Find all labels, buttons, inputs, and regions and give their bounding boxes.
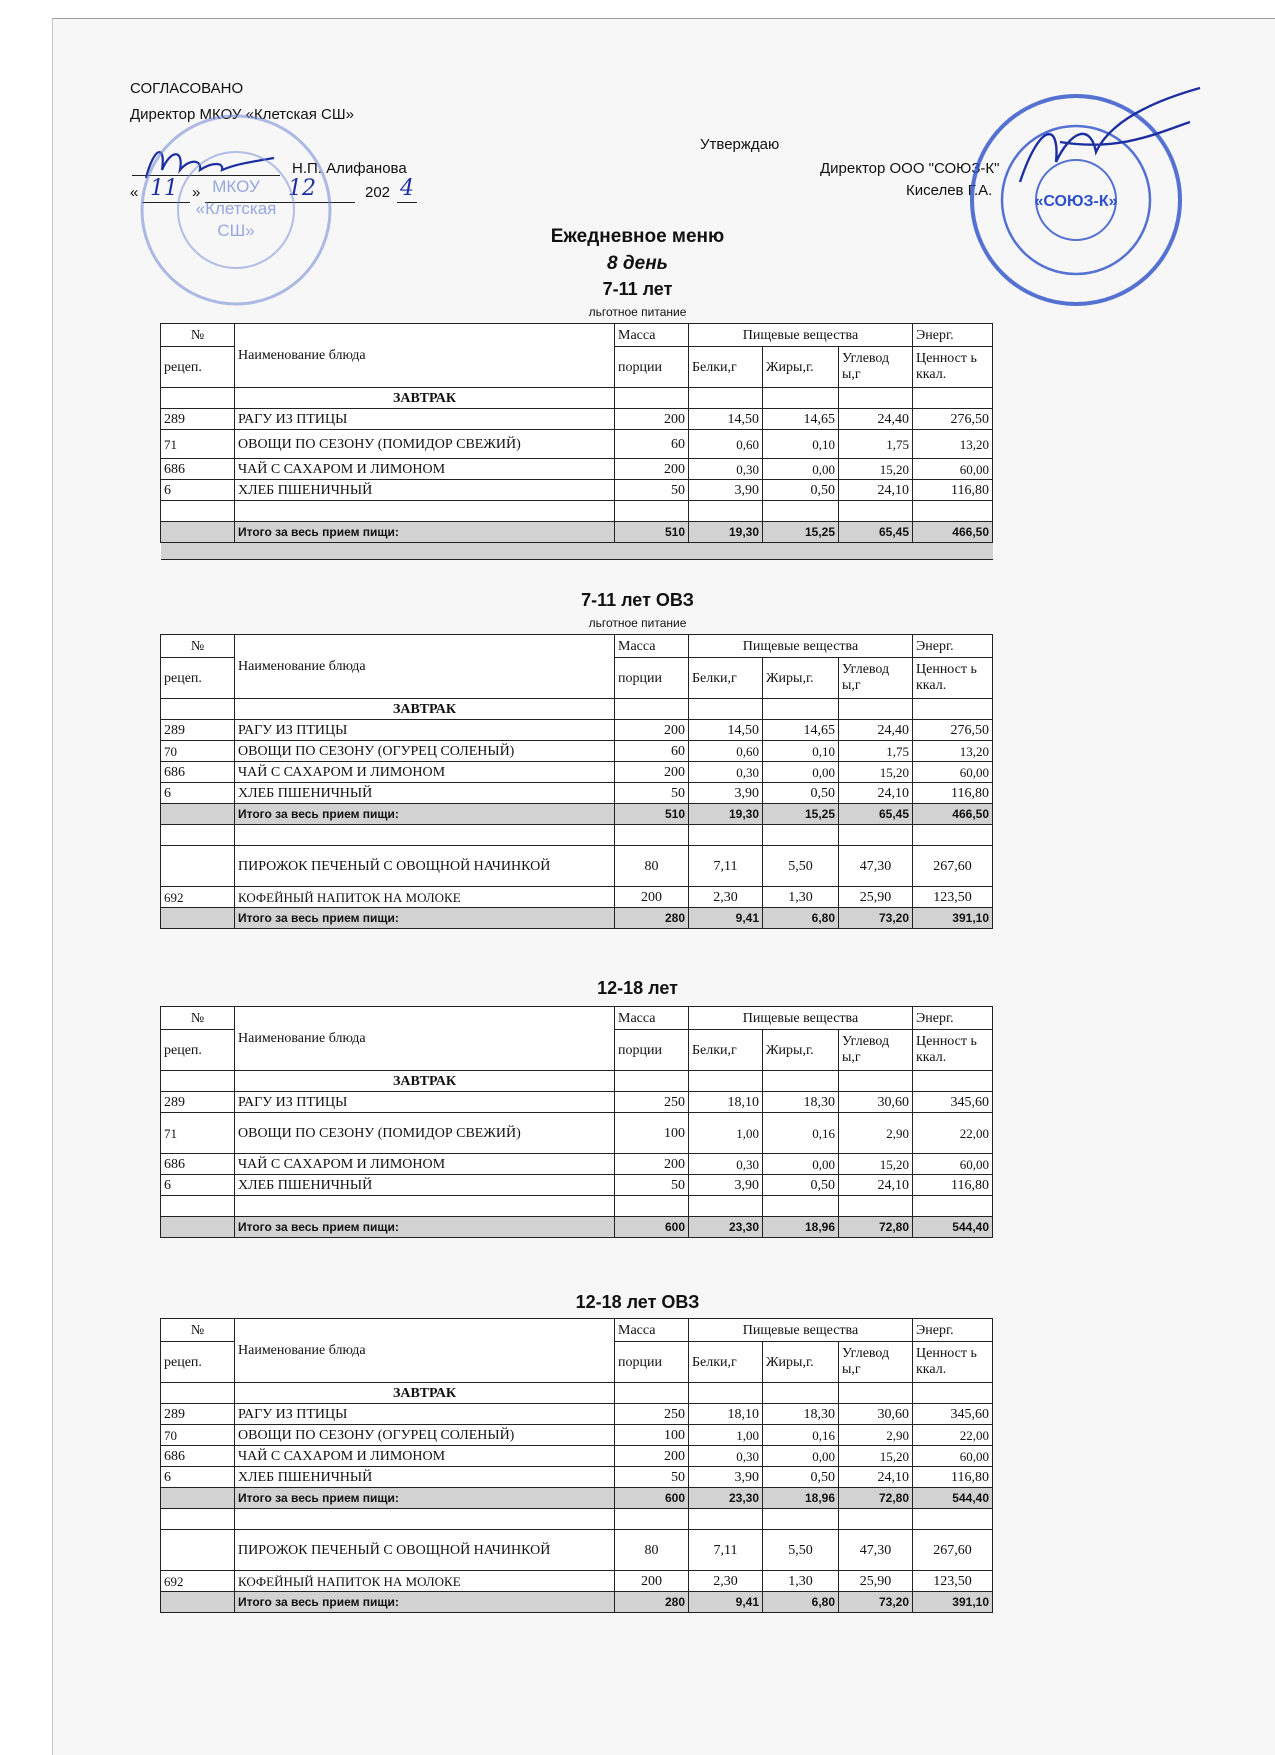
col-energy-top: Энерг. bbox=[913, 1319, 993, 1342]
energy: 60,00 bbox=[913, 762, 993, 783]
recipe-no: 6 bbox=[161, 1467, 235, 1488]
date-year-line bbox=[397, 202, 417, 203]
meal-row bbox=[161, 1071, 993, 1092]
col-no-top: № bbox=[161, 324, 235, 347]
table-row bbox=[161, 1467, 993, 1488]
dish-name: ОВОЩИ ПО СЕЗОНУ (ОГУРЕЦ СОЛЕНЫЙ) bbox=[235, 741, 615, 762]
fat: 0,50 bbox=[763, 480, 839, 501]
col-energy-bottom: Ценност ь ккал. bbox=[913, 658, 993, 699]
energy: 13,20 bbox=[913, 430, 993, 459]
company-stamp-center: «СОЮЗ-К» bbox=[1034, 193, 1118, 210]
col-protein: Белки,г bbox=[689, 1342, 763, 1383]
fat: 0,50 bbox=[763, 1467, 839, 1488]
fat: 0,10 bbox=[763, 741, 839, 762]
carbs: 15,20 bbox=[839, 1446, 913, 1467]
col-nutrients: Пищевые вещества bbox=[689, 635, 913, 658]
mass: 200 bbox=[615, 409, 689, 430]
mass: 80 bbox=[615, 1530, 689, 1571]
dish-name: РАГУ ИЗ ПТИЦЫ bbox=[235, 409, 615, 430]
mass: 50 bbox=[615, 480, 689, 501]
protein: 3,90 bbox=[689, 1467, 763, 1488]
right-director-title: Директор ООО "СОЮЗ-К" bbox=[820, 160, 1000, 177]
mass: 80 bbox=[615, 846, 689, 887]
recipe-no: 70 bbox=[161, 1425, 235, 1446]
protein: 2,30 bbox=[689, 1571, 763, 1592]
mass: 200 bbox=[615, 720, 689, 741]
total-carbs: 73,20 bbox=[839, 908, 913, 929]
energy: 13,20 bbox=[913, 741, 993, 762]
total-row bbox=[161, 908, 993, 929]
total-protein: 23,30 bbox=[689, 1217, 763, 1238]
total-mass: 600 bbox=[615, 1217, 689, 1238]
mass: 100 bbox=[615, 1113, 689, 1154]
total-label: Итого за весь прием пищи: bbox=[235, 1592, 615, 1613]
approve-label: Утверждаю bbox=[700, 136, 780, 153]
section-heading: 12-18 лет ОВЗ bbox=[575, 1292, 700, 1312]
mass: 60 bbox=[615, 430, 689, 459]
total-mass: 510 bbox=[615, 522, 689, 543]
fat: 18,30 bbox=[763, 1404, 839, 1425]
fat: 18,30 bbox=[763, 1092, 839, 1113]
col-nutrients: Пищевые вещества bbox=[689, 324, 913, 347]
total-carbs: 73,20 bbox=[839, 1592, 913, 1613]
carbs: 15,20 bbox=[839, 1154, 913, 1175]
energy: 116,80 bbox=[913, 783, 993, 804]
dish-name: ЧАЙ С САХАРОМ И ЛИМОНОМ bbox=[235, 459, 615, 480]
mass: 50 bbox=[615, 1175, 689, 1196]
energy: 276,50 bbox=[913, 409, 993, 430]
carbs: 15,20 bbox=[839, 762, 913, 783]
mass: 250 bbox=[615, 1092, 689, 1113]
dish-name: РАГУ ИЗ ПТИЦЫ bbox=[235, 1092, 615, 1113]
recipe-no: 289 bbox=[161, 1092, 235, 1113]
mass: 200 bbox=[615, 1571, 689, 1592]
table-row bbox=[161, 409, 993, 430]
meal-name: ЗАВТРАК bbox=[235, 388, 615, 409]
total-energy: 391,10 bbox=[913, 908, 993, 929]
col-mass-bottom: порции bbox=[615, 347, 689, 388]
table-row bbox=[161, 459, 993, 480]
page-title: Ежедневное меню bbox=[550, 226, 725, 247]
empty-row bbox=[161, 825, 993, 846]
total-mass: 280 bbox=[615, 1592, 689, 1613]
mass: 50 bbox=[615, 783, 689, 804]
energy: 345,60 bbox=[913, 1092, 993, 1113]
col-energy-bottom: Ценност ь ккал. bbox=[913, 347, 993, 388]
col-energy-bottom: Ценност ь ккал. bbox=[913, 1030, 993, 1071]
protein: 0,30 bbox=[689, 1154, 763, 1175]
col-no-top: № bbox=[161, 635, 235, 658]
total-mass: 600 bbox=[615, 1488, 689, 1509]
total-row bbox=[161, 804, 993, 825]
meal-name: ЗАВТРАК bbox=[235, 1383, 615, 1404]
table-row bbox=[161, 480, 993, 501]
dish-name: ХЛЕБ ПШЕНИЧНЫЙ bbox=[235, 783, 615, 804]
school-stamp-line-3: СШ» bbox=[217, 221, 255, 240]
table-row bbox=[161, 1425, 993, 1446]
carbs: 2,90 bbox=[839, 1113, 913, 1154]
energy: 60,00 bbox=[913, 459, 993, 480]
empty-row bbox=[161, 1509, 993, 1530]
col-energy-top: Энерг. bbox=[913, 635, 993, 658]
energy: 22,00 bbox=[913, 1113, 993, 1154]
section-note: льготное питание bbox=[588, 305, 687, 319]
col-energy-top: Энерг. bbox=[913, 1007, 993, 1030]
dish-name: ЧАЙ С САХАРОМ И ЛИМОНОМ bbox=[235, 1154, 615, 1175]
table-row bbox=[161, 720, 993, 741]
protein: 3,90 bbox=[689, 1175, 763, 1196]
total-fat: 6,80 bbox=[763, 1592, 839, 1613]
empty-row bbox=[161, 1196, 993, 1217]
mass: 50 bbox=[615, 1467, 689, 1488]
carbs: 15,20 bbox=[839, 459, 913, 480]
col-no-bottom: рецеп. bbox=[161, 1030, 235, 1071]
total-fat: 18,96 bbox=[763, 1217, 839, 1238]
dish-name: ОВОЩИ ПО СЕЗОНУ (ОГУРЕЦ СОЛЕНЫЙ) bbox=[235, 1425, 615, 1446]
fat: 0,50 bbox=[763, 1175, 839, 1196]
carbs: 1,75 bbox=[839, 741, 913, 762]
table-row bbox=[161, 741, 993, 762]
fat: 5,50 bbox=[763, 846, 839, 887]
col-mass-top: Масса bbox=[615, 1007, 689, 1030]
fat: 0,00 bbox=[763, 762, 839, 783]
col-fat: Жиры,г. bbox=[763, 347, 839, 388]
date-year: 202 bbox=[365, 184, 391, 201]
col-mass-bottom: порции bbox=[615, 1342, 689, 1383]
carbs: 24,10 bbox=[839, 480, 913, 501]
total-protein: 19,30 bbox=[689, 804, 763, 825]
recipe-no: 686 bbox=[161, 459, 235, 480]
total-energy: 544,40 bbox=[913, 1217, 993, 1238]
col-protein: Белки,г bbox=[689, 658, 763, 699]
mass: 100 bbox=[615, 1425, 689, 1446]
dish-name: КОФЕЙНЫЙ НАПИТОК НА МОЛОКЕ bbox=[235, 887, 615, 908]
meal-row bbox=[161, 388, 993, 409]
dish-name: ПИРОЖОК ПЕЧЕНЫЙ С ОВОЩНОЙ НАЧИНКОЙ bbox=[235, 1530, 615, 1571]
carbs: 25,90 bbox=[839, 1571, 913, 1592]
energy: 267,60 bbox=[913, 846, 993, 887]
protein: 14,50 bbox=[689, 409, 763, 430]
left-director-title: Директор МКОУ «Клетская СШ» bbox=[130, 106, 354, 123]
total-label: Итого за весь прием пищи: bbox=[235, 908, 615, 929]
meal-name: ЗАВТРАК bbox=[235, 699, 615, 720]
total-carbs: 72,80 bbox=[839, 1217, 913, 1238]
table-row bbox=[161, 1446, 993, 1467]
protein: 7,11 bbox=[689, 846, 763, 887]
recipe-no: 71 bbox=[161, 1113, 235, 1154]
carbs: 24,10 bbox=[839, 783, 913, 804]
total-row bbox=[161, 1592, 993, 1613]
total-row bbox=[161, 1488, 993, 1509]
protein: 0,30 bbox=[689, 459, 763, 480]
col-protein: Белки,г bbox=[689, 1030, 763, 1071]
section-heading: 12-18 лет bbox=[597, 978, 678, 998]
fat: 5,50 bbox=[763, 1530, 839, 1571]
total-energy: 466,50 bbox=[913, 522, 993, 543]
energy: 123,50 bbox=[913, 1571, 993, 1592]
fat: 0,50 bbox=[763, 783, 839, 804]
dish-name: ЧАЙ С САХАРОМ И ЛИМОНОМ bbox=[235, 762, 615, 783]
energy: 22,00 bbox=[913, 1425, 993, 1446]
dish-name: ОВОЩИ ПО СЕЗОНУ (ПОМИДОР СВЕЖИЙ) bbox=[235, 1113, 615, 1154]
col-dish: Наименование блюда bbox=[235, 1319, 615, 1383]
energy: 123,50 bbox=[913, 887, 993, 908]
total-mass: 280 bbox=[615, 908, 689, 929]
total-fat: 15,25 bbox=[763, 522, 839, 543]
date-open-quote: « bbox=[130, 184, 139, 201]
carbs: 30,60 bbox=[839, 1404, 913, 1425]
protein: 14,50 bbox=[689, 720, 763, 741]
fat: 0,00 bbox=[763, 1446, 839, 1467]
recipe-no: 70 bbox=[161, 741, 235, 762]
col-carbs: Углевод ы,г bbox=[839, 658, 913, 699]
school-stamp-line-2: «Клетская bbox=[195, 199, 277, 218]
energy: 116,80 bbox=[913, 1467, 993, 1488]
col-fat: Жиры,г. bbox=[763, 658, 839, 699]
meal-row bbox=[161, 699, 993, 720]
col-no-top: № bbox=[161, 1319, 235, 1342]
dish-name: ОВОЩИ ПО СЕЗОНУ (ПОМИДОР СВЕЖИЙ) bbox=[235, 430, 615, 459]
total-fat: 18,96 bbox=[763, 1488, 839, 1509]
energy: 60,00 bbox=[913, 1154, 993, 1175]
fat: 0,16 bbox=[763, 1113, 839, 1154]
carbs: 24,40 bbox=[839, 409, 913, 430]
section-heading: 7-11 лет bbox=[602, 279, 673, 299]
menu-table bbox=[160, 1006, 993, 1238]
dish-name: ЧАЙ С САХАРОМ И ЛИМОНОМ bbox=[235, 1446, 615, 1467]
col-mass-bottom: порции bbox=[615, 658, 689, 699]
carbs: 1,75 bbox=[839, 430, 913, 459]
table-row bbox=[161, 783, 993, 804]
carbs: 47,30 bbox=[839, 1530, 913, 1571]
date-month: 12 bbox=[288, 176, 316, 201]
table-row bbox=[161, 887, 993, 908]
dish-name: ХЛЕБ ПШЕНИЧНЫЙ bbox=[235, 480, 615, 501]
protein: 0,30 bbox=[689, 1446, 763, 1467]
day-title: 8 день bbox=[607, 253, 668, 274]
protein: 3,90 bbox=[689, 783, 763, 804]
recipe-no: 289 bbox=[161, 720, 235, 741]
energy: 60,00 bbox=[913, 1446, 993, 1467]
fat: 0,10 bbox=[763, 430, 839, 459]
total-energy: 544,40 bbox=[913, 1488, 993, 1509]
carbs: 47,30 bbox=[839, 846, 913, 887]
col-no-bottom: рецеп. bbox=[161, 347, 235, 388]
mass: 250 bbox=[615, 1404, 689, 1425]
energy: 345,60 bbox=[913, 1404, 993, 1425]
protein: 3,90 bbox=[689, 480, 763, 501]
energy: 116,80 bbox=[913, 1175, 993, 1196]
fat: 1,30 bbox=[763, 1571, 839, 1592]
total-carbs: 65,45 bbox=[839, 522, 913, 543]
col-fat: Жиры,г. bbox=[763, 1342, 839, 1383]
agreed-label: СОГЛАСОВАНО bbox=[130, 80, 244, 97]
carbs: 30,60 bbox=[839, 1092, 913, 1113]
table-row bbox=[161, 1530, 993, 1571]
recipe-no: 692 bbox=[161, 1571, 235, 1592]
energy: 267,60 bbox=[913, 1530, 993, 1571]
col-mass-top: Масса bbox=[615, 324, 689, 347]
recipe-no bbox=[161, 1530, 235, 1571]
protein: 18,10 bbox=[689, 1092, 763, 1113]
dish-name: ХЛЕБ ПШЕНИЧНЫЙ bbox=[235, 1467, 615, 1488]
energy: 276,50 bbox=[913, 720, 993, 741]
meal-name: ЗАВТРАК bbox=[235, 1071, 615, 1092]
date-close-quote: » bbox=[192, 184, 201, 201]
recipe-no: 692 bbox=[161, 887, 235, 908]
col-protein: Белки,г bbox=[689, 347, 763, 388]
meal-row bbox=[161, 1383, 993, 1404]
carbs: 25,90 bbox=[839, 887, 913, 908]
total-protein: 19,30 bbox=[689, 522, 763, 543]
dish-name: РАГУ ИЗ ПТИЦЫ bbox=[235, 720, 615, 741]
energy: 116,80 bbox=[913, 480, 993, 501]
fat: 14,65 bbox=[763, 720, 839, 741]
total-row bbox=[161, 1217, 993, 1238]
recipe-no bbox=[161, 846, 235, 887]
total-mass: 510 bbox=[615, 804, 689, 825]
menu-table bbox=[160, 634, 993, 929]
mass: 60 bbox=[615, 741, 689, 762]
total-label: Итого за весь прием пищи: bbox=[235, 804, 615, 825]
protein: 2,30 bbox=[689, 887, 763, 908]
right-director-name: Киселев Г.А. bbox=[906, 182, 993, 199]
date-day: 11 bbox=[150, 176, 178, 201]
total-energy: 391,10 bbox=[913, 1592, 993, 1613]
table-row bbox=[161, 1092, 993, 1113]
col-carbs: Углевод ы,г bbox=[839, 1342, 913, 1383]
total-label: Итого за весь прием пищи: bbox=[235, 1488, 615, 1509]
recipe-no: 686 bbox=[161, 762, 235, 783]
fat: 0,00 bbox=[763, 1154, 839, 1175]
menu-table bbox=[160, 1318, 993, 1613]
col-no-bottom: рецеп. bbox=[161, 1342, 235, 1383]
mass: 200 bbox=[615, 887, 689, 908]
school-stamp-line-1: МКОУ bbox=[212, 177, 260, 196]
protein: 0,60 bbox=[689, 741, 763, 762]
table-row bbox=[161, 430, 993, 459]
carbs: 24,10 bbox=[839, 1467, 913, 1488]
col-mass-top: Масса bbox=[615, 635, 689, 658]
carbs: 24,40 bbox=[839, 720, 913, 741]
col-carbs: Углевод ы,г bbox=[839, 1030, 913, 1071]
recipe-no: 289 bbox=[161, 1404, 235, 1425]
empty-row bbox=[161, 501, 993, 522]
col-fat: Жиры,г. bbox=[763, 1030, 839, 1071]
date-year-digit: 4 bbox=[400, 176, 414, 201]
table-row bbox=[161, 1175, 993, 1196]
protein: 0,60 bbox=[689, 430, 763, 459]
recipe-no: 686 bbox=[161, 1446, 235, 1467]
section-note: льготное питание bbox=[588, 616, 687, 630]
total-energy: 466,50 bbox=[913, 804, 993, 825]
protein: 1,00 bbox=[689, 1425, 763, 1446]
table-row bbox=[161, 1154, 993, 1175]
section-heading: 7-11 лет ОВЗ bbox=[581, 590, 694, 610]
fat: 14,65 bbox=[763, 409, 839, 430]
protein: 0,30 bbox=[689, 762, 763, 783]
table-row bbox=[161, 1113, 993, 1154]
carbs: 2,90 bbox=[839, 1425, 913, 1446]
total-fat: 15,25 bbox=[763, 804, 839, 825]
protein: 7,11 bbox=[689, 1530, 763, 1571]
col-nutrients: Пищевые вещества bbox=[689, 1319, 913, 1342]
col-no-top: № bbox=[161, 1007, 235, 1030]
mass: 200 bbox=[615, 459, 689, 480]
protein: 18,10 bbox=[689, 1404, 763, 1425]
col-energy-bottom: Ценност ь ккал. bbox=[913, 1342, 993, 1383]
mass: 200 bbox=[615, 762, 689, 783]
right-signature bbox=[1000, 82, 1210, 207]
recipe-no: 6 bbox=[161, 1175, 235, 1196]
table-row bbox=[161, 1404, 993, 1425]
carbs: 24,10 bbox=[839, 1175, 913, 1196]
total-carbs: 65,45 bbox=[839, 804, 913, 825]
total-label: Итого за весь прием пищи: bbox=[235, 1217, 615, 1238]
mass: 200 bbox=[615, 1446, 689, 1467]
recipe-no: 6 bbox=[161, 783, 235, 804]
col-dish: Наименование блюда bbox=[235, 1007, 615, 1071]
recipe-no: 289 bbox=[161, 409, 235, 430]
col-carbs: Углевод ы,г bbox=[839, 347, 913, 388]
dish-name: ПИРОЖОК ПЕЧЕНЫЙ С ОВОЩНОЙ НАЧИНКОЙ bbox=[235, 846, 615, 887]
fat: 0,00 bbox=[763, 459, 839, 480]
col-nutrients: Пищевые вещества bbox=[689, 1007, 913, 1030]
menu-table bbox=[160, 323, 993, 560]
total-label: Итого за весь прием пищи: bbox=[235, 522, 615, 543]
total-protein: 9,41 bbox=[689, 1592, 763, 1613]
dish-name: ХЛЕБ ПШЕНИЧНЫЙ bbox=[235, 1175, 615, 1196]
col-energy-top: Энерг. bbox=[913, 324, 993, 347]
col-dish: Наименование блюда bbox=[235, 635, 615, 699]
total-fat: 6,80 bbox=[763, 908, 839, 929]
protein: 1,00 bbox=[689, 1113, 763, 1154]
mass: 200 bbox=[615, 1154, 689, 1175]
table-row bbox=[161, 762, 993, 783]
col-no-bottom: рецеп. bbox=[161, 658, 235, 699]
recipe-no: 6 bbox=[161, 480, 235, 501]
fat: 1,30 bbox=[763, 887, 839, 908]
col-mass-top: Масса bbox=[615, 1319, 689, 1342]
fat: 0,16 bbox=[763, 1425, 839, 1446]
recipe-no: 71 bbox=[161, 430, 235, 459]
table-row bbox=[161, 846, 993, 887]
recipe-no: 686 bbox=[161, 1154, 235, 1175]
shaded-spacer bbox=[161, 543, 993, 560]
total-protein: 9,41 bbox=[689, 908, 763, 929]
col-dish: Наименование блюда bbox=[235, 324, 615, 388]
dish-name: РАГУ ИЗ ПТИЦЫ bbox=[235, 1404, 615, 1425]
total-carbs: 72,80 bbox=[839, 1488, 913, 1509]
total-protein: 23,30 bbox=[689, 1488, 763, 1509]
table-row bbox=[161, 1571, 993, 1592]
col-mass-bottom: порции bbox=[615, 1030, 689, 1071]
dish-name: КОФЕЙНЫЙ НАПИТОК НА МОЛОКЕ bbox=[235, 1571, 615, 1592]
total-row bbox=[161, 522, 993, 543]
left-director-name: Н.П. Алифанова bbox=[292, 160, 407, 177]
